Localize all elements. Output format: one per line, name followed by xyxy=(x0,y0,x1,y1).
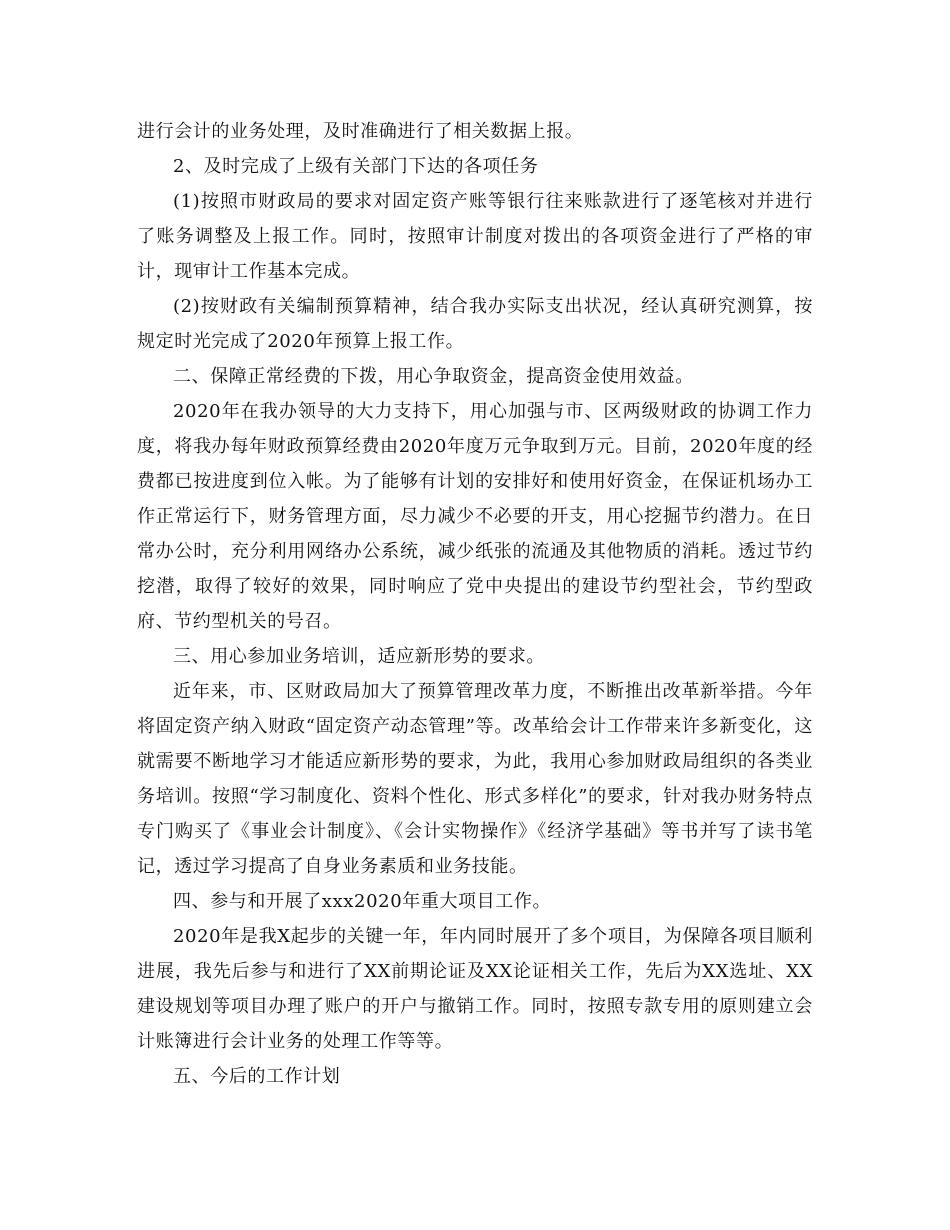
section-heading-task-completion: 2、及时完成了上级有关部门下达的各项任务 xyxy=(173,156,539,177)
document-body xyxy=(137,114,813,1094)
section-heading-training: 三、用心参加业务培训，适应新形势的要求。 xyxy=(173,646,545,667)
paragraph-funding: 2020年在我办领导的大力支持下，用心加强与市、区两级财政的协调工作力度，将我办每年财政预算经费由2020年度万元争取到万元。目前，2020年度的经费都已按进度到位入帐。为了能够有计划的安排好和使用好资金，在保证机场办工作正常运行下，财务管理方面，尽力减少不必要的开支，用心挖掘节约潜力。在日常办公时，充分利用网络办公系统，减少纸张的流通及其他物质的消耗。透过节约挖潜，取得了较好的效果，同时响应了党中央提出的建设节约型社会，节约型政府、节约型机关的号召。 xyxy=(137,401,813,632)
section-heading-funding: 二、保障正常经费的下拨，用心争取资金，提高资金使用效益。 xyxy=(173,366,694,387)
section-heading-future-plan: 五、今后的工作计划 xyxy=(173,1066,341,1087)
paragraph-item-2: (2)按财政有关编制预算精神，结合我办实际支出状况，经认真研究测算，按规定时光完成了2020年预算上报工作。 xyxy=(137,296,813,352)
paragraph-item-1: (1)按照市财政局的要求对固定资产账等银行往来账款进行了逐笔核对并进行了账务调整及上报工作。同时，按照审计制度对拨出的各项资金进行了严格的审计，现审计工作基本完成。 xyxy=(137,191,813,282)
paragraph-projects: 2020年是我X起步的关键一年，年内同时展开了多个项目，为保障各项目顺利进展，我先后参与和进行了XX前期论证及XX论证相关工作，先后为XX选址、XX建设规划等项目办理了账户的开户与撤销工作。同时，按照专款专用的原则建立会计账簿进行会计业务的处理工作等等。 xyxy=(137,926,813,1052)
section-heading-projects: 四、参与和开展了xxx2020年重大项目工作。 xyxy=(173,891,552,912)
paragraph-continuation: 进行会计的业务处理，及时准确进行了相关数据上报。 xyxy=(137,121,584,142)
paragraph-training: 近年来，市、区财政局加大了预算管理改革力度，不断推出改革新举措。今年将固定资产纳入财政“固定资产动态管理”等。改革给会计工作带来许多新变化，这就需要不断地学习才能适应新形势的要求，为此，我用心参加财政局组织的各类业务培训。按照“学习制度化、资料个性化、形式多样化”的要求，针对我办财务特点专门购买了《事业会计制度》、《会计实物操作》《经济学基础》等书并写了读书笔记，透过学习提高了自身业务素质和业务技能。 xyxy=(137,681,813,877)
